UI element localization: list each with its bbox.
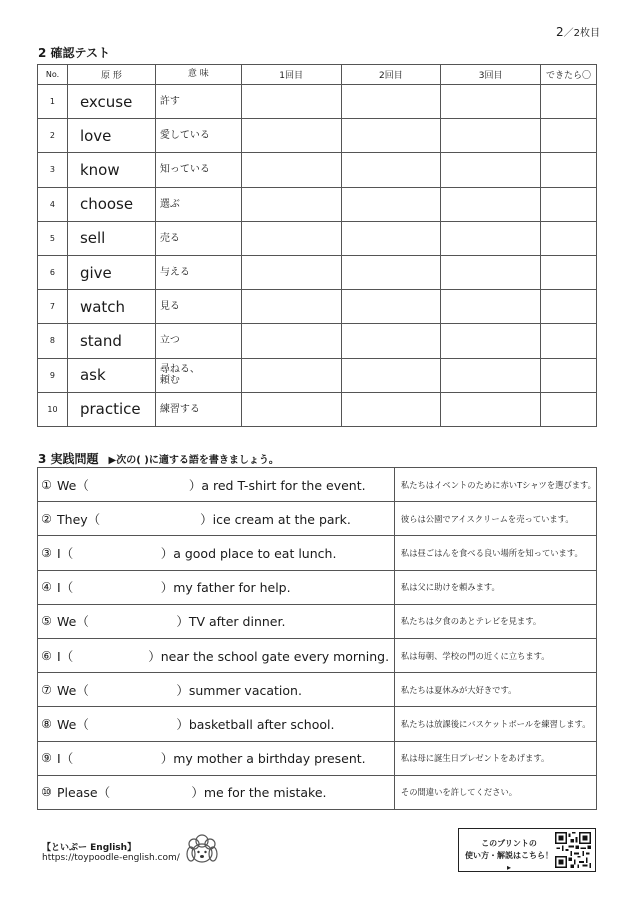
vocab-word: watch <box>67 290 155 324</box>
vocab-no: 4 <box>38 187 68 221</box>
attempt2-cell[interactable] <box>341 392 441 426</box>
done-cell[interactable] <box>541 392 597 426</box>
practice-sentence <box>55 673 394 707</box>
attempt2-cell[interactable] <box>341 221 441 255</box>
section2-title: 2 確認テスト <box>38 46 111 60</box>
attempt3-cell[interactable] <box>441 221 541 255</box>
practice-translation: 私たちはイベントのために赤いTシャツを選びます。 <box>394 468 596 502</box>
sentence-start: I（ <box>57 648 74 664</box>
attempt2-cell[interactable] <box>341 85 441 119</box>
vocab-no: 5 <box>38 221 68 255</box>
vocab-no: 8 <box>38 324 68 358</box>
done-cell[interactable] <box>541 324 597 358</box>
practice-sentence <box>55 604 394 638</box>
vocab-word: give <box>67 255 155 289</box>
practice-row <box>38 502 597 536</box>
header-attempt1: 1回目 <box>241 65 341 85</box>
vocab-word: know <box>67 153 155 187</box>
attempt1-cell[interactable] <box>241 392 341 426</box>
header-attempt3: 3回目 <box>441 65 541 85</box>
attempt3-cell[interactable] <box>441 290 541 324</box>
practice-sentence <box>55 468 394 502</box>
practice-sentence <box>55 638 394 672</box>
poodle-icon <box>182 832 222 868</box>
practice-sentence <box>55 741 394 775</box>
attempt2-cell[interactable] <box>341 153 441 187</box>
done-cell[interactable] <box>541 221 597 255</box>
practice-row <box>38 536 597 570</box>
attempt1-cell[interactable] <box>241 255 341 289</box>
page-total: ／2枚目 <box>563 28 600 39</box>
vocab-meaning: 立つ <box>155 324 241 358</box>
sentence-end: ）summer vacation. <box>176 682 302 698</box>
practice-number: ⑧ <box>38 707 56 741</box>
vocab-word: love <box>67 119 155 153</box>
vocab-no: 10 <box>38 392 68 426</box>
practice-sentence <box>55 536 394 570</box>
brand-name: 【といぷー English】 <box>42 843 137 853</box>
vocab-row <box>38 324 597 358</box>
practice-translation: 私たちは夏休みが大好きです。 <box>394 673 596 707</box>
sentence-start: I（ <box>57 751 74 767</box>
done-cell[interactable] <box>541 85 597 119</box>
vocab-row <box>38 221 597 255</box>
vocab-no: 1 <box>38 85 68 119</box>
vocab-meaning: 与える <box>155 255 241 289</box>
vocab-word: practice <box>67 392 155 426</box>
attempt2-cell[interactable] <box>341 290 441 324</box>
sentence-start: We（ <box>57 614 89 630</box>
done-cell[interactable] <box>541 255 597 289</box>
sentence-end: ）basketball after school. <box>176 716 335 732</box>
sentence-end: ）my father for help. <box>160 580 291 596</box>
practice-table <box>37 467 597 810</box>
header-no: No. <box>38 65 68 85</box>
attempt3-cell[interactable] <box>441 324 541 358</box>
guide-text <box>465 838 553 874</box>
attempt3-cell[interactable] <box>441 358 541 392</box>
practice-sentence <box>55 570 394 604</box>
vocab-word: stand <box>67 324 155 358</box>
practice-row <box>38 673 597 707</box>
sentence-end: ）a red T-shirt for the event. <box>188 477 366 493</box>
practice-translation: 私は父に助けを頼みます。 <box>394 570 596 604</box>
vocab-no: 9 <box>38 358 68 392</box>
practice-translation: 私は母に誕生日プレゼントをあげます。 <box>394 741 596 775</box>
guide-line2: 使い方・解説はこちら！▸ <box>465 851 553 872</box>
practice-row <box>38 775 597 809</box>
attempt1-cell[interactable] <box>241 85 341 119</box>
practice-number: ① <box>38 468 56 502</box>
vocab-row <box>38 290 597 324</box>
vocab-no: 3 <box>38 153 68 187</box>
sentence-end: ）a good place to eat lunch. <box>160 545 337 561</box>
vocab-row <box>38 187 597 221</box>
practice-number: ⑩ <box>38 775 56 809</box>
practice-row <box>38 604 597 638</box>
attempt3-cell[interactable] <box>441 392 541 426</box>
header-meaning: 意 味 <box>155 65 241 85</box>
page-current: 2 <box>555 25 564 39</box>
vocab-meaning: 知っている <box>155 153 241 187</box>
section3-title <box>38 450 279 467</box>
attempt3-cell[interactable] <box>441 255 541 289</box>
practice-translation: 私たちは放課後にバスケットボールを練習します。 <box>394 707 596 741</box>
attempt2-cell[interactable] <box>341 255 441 289</box>
sentence-start: I（ <box>57 545 74 561</box>
attempt1-cell[interactable] <box>241 358 341 392</box>
sentence-start: They（ <box>57 511 101 527</box>
sentence-end: ）ice cream at the park. <box>200 511 351 527</box>
practice-number: ⑤ <box>38 604 56 638</box>
vocab-meaning: 選ぶ <box>155 187 241 221</box>
vocab-meaning: 練習する <box>155 392 241 426</box>
vocab-row <box>38 119 597 153</box>
practice-sentence <box>55 502 394 536</box>
practice-row <box>38 741 597 775</box>
vocab-word: sell <box>67 221 155 255</box>
attempt2-cell[interactable] <box>341 358 441 392</box>
sentence-start: I（ <box>57 580 74 596</box>
sentence-end: ）near the school gate every morning. <box>148 648 390 664</box>
practice-translation: 私は毎朝、学校の門の近くに立ちます。 <box>394 638 596 672</box>
practice-sentence <box>55 775 394 809</box>
sentence-end: ）me for the mistake. <box>191 785 327 801</box>
attempt1-cell[interactable] <box>241 119 341 153</box>
vocab-meaning: 許す <box>155 85 241 119</box>
vocab-word: excuse <box>67 85 155 119</box>
attempt3-cell[interactable] <box>441 85 541 119</box>
vocab-no: 2 <box>38 119 68 153</box>
practice-translation: 私たちは夕食のあとテレビを見ます。 <box>394 604 596 638</box>
header-word: 原 形 <box>67 65 155 85</box>
done-cell[interactable] <box>541 153 597 187</box>
practice-translation: 私は昼ごはんを食べる良い場所を知っています。 <box>394 536 596 570</box>
vocab-meaning: 売る <box>155 221 241 255</box>
vocab-meaning: 尋ねる、 頼む <box>155 358 241 392</box>
vocab-no: 7 <box>38 290 68 324</box>
practice-number: ⑦ <box>38 673 56 707</box>
sentence-start: We（ <box>57 477 89 493</box>
header-done: できたら〇 <box>541 65 597 85</box>
attempt3-cell[interactable] <box>441 187 541 221</box>
practice-number: ② <box>38 502 56 536</box>
vocab-word: ask <box>67 358 155 392</box>
sentence-start: We（ <box>57 716 89 732</box>
done-cell[interactable] <box>541 119 597 153</box>
practice-number: ④ <box>38 570 56 604</box>
vocab-row <box>38 255 597 289</box>
practice-number: ⑨ <box>38 741 56 775</box>
section3-instruction: ▶次の( )に適する語を書きましょう。 <box>108 455 279 466</box>
guide-line1: このプリントの <box>481 839 537 848</box>
sentence-end: ）TV after dinner. <box>176 614 286 630</box>
vocab-meaning: 愛している <box>155 119 241 153</box>
practice-row <box>38 707 597 741</box>
attempt3-cell[interactable] <box>441 119 541 153</box>
vocab-check-table <box>37 64 597 427</box>
done-cell[interactable] <box>541 290 597 324</box>
section3-heading: 3 実践問題 <box>38 452 99 466</box>
practice-sentence <box>55 707 394 741</box>
done-cell[interactable] <box>541 358 597 392</box>
vocab-row <box>38 153 597 187</box>
attempt2-cell[interactable] <box>341 187 441 221</box>
guide-box[interactable] <box>458 828 596 872</box>
practice-row <box>38 638 597 672</box>
attempt2-cell[interactable] <box>341 119 441 153</box>
attempt1-cell[interactable] <box>241 324 341 358</box>
vocab-no: 6 <box>38 255 68 289</box>
practice-number: ⑥ <box>38 638 56 672</box>
practice-row <box>38 570 597 604</box>
vocab-row <box>38 358 597 392</box>
attempt1-cell[interactable] <box>241 153 341 187</box>
vocab-meaning: 見る <box>155 290 241 324</box>
sentence-start: Please（ <box>57 785 111 801</box>
vocab-word: choose <box>67 187 155 221</box>
attempt1-cell[interactable] <box>241 290 341 324</box>
header-attempt2: 2回目 <box>341 65 441 85</box>
vocab-row <box>38 392 597 426</box>
page-number <box>556 24 600 39</box>
vocab-row <box>38 85 597 119</box>
attempt3-cell[interactable] <box>441 153 541 187</box>
qr-code-icon[interactable] <box>555 832 591 868</box>
done-cell[interactable] <box>541 187 597 221</box>
attempt1-cell[interactable] <box>241 187 341 221</box>
vocab-header-row <box>38 65 597 85</box>
attempt2-cell[interactable] <box>341 324 441 358</box>
attempt1-cell[interactable] <box>241 221 341 255</box>
practice-number: ③ <box>38 536 56 570</box>
practice-translation: その間違いを許してください。 <box>394 775 596 809</box>
practice-row <box>38 468 597 502</box>
sentence-end: ）my mother a birthday present. <box>160 751 366 767</box>
site-url[interactable]: https://toypoodle-english.com/ <box>42 853 180 863</box>
practice-translation: 彼らは公園でアイスクリームを売っています。 <box>394 502 596 536</box>
sentence-start: We（ <box>57 682 89 698</box>
